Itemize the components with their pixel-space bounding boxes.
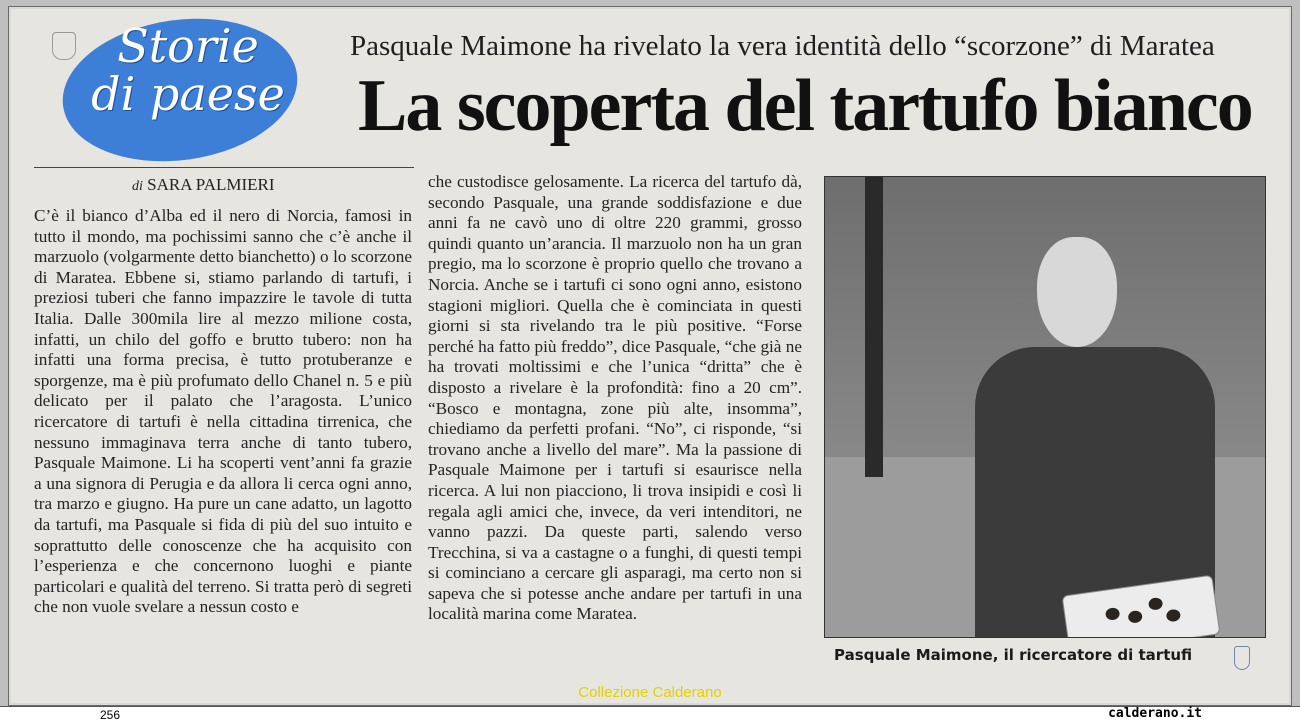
truffle-icon — [1105, 607, 1121, 621]
photo — [824, 176, 1266, 638]
badge-line-1: Storie — [117, 19, 259, 73]
article-column-1 — [34, 206, 412, 618]
kicker: Pasquale Maimone ha rivelato la vera identità dello “scorzone” di Maratea — [350, 30, 1215, 62]
seal-icon — [52, 32, 76, 60]
footer-bar — [0, 706, 1300, 725]
truffle-icon — [1127, 610, 1143, 624]
article-text-1: C’è il bianco d’Alba ed il nero di Norcia, famosi in tutto il mondo, ma pochissimi sanno che c’è anche il marzuolo (volgarmente detto bianchetto) o lo scorzone di Maratea. Ebbene si, stiamo parlando di tartufi, i preziosi tuberi che fanno impazzire le tavole di tutta Italia. Dalle 300mila lire al mezzo milione costa, infatti, un chilo del goffo e brutto tubero: non ha infatti una forma precisa, è tutto protuberanze e sporgenze, ma è più profumato dello Chanel n. 5 e più delicato per il palato che l’aragosta. L’unico ricercatore di tartufi è nella cittadina tirrenica, che nessuno immaginava terra anche di tanto tubero, Pasquale Maimone. Li ha scoperti vent’anni fa grazie a una signora di Perugia e da allora li cerca ogni anno, tra marzo e giugno. Ha pure un cane adatto, un lagotto da tartufi, ma Pasquale si fida di più del suo intuito e soprattutto delle conoscenze che ha acquisito con l’esperienza e che concernono luoghi e piante particolari e qualità del terreno. Si tratta però di segreti che non vuole svelare a nessun costo e — [34, 206, 412, 617]
section-badge-label — [78, 19, 298, 121]
byline-prefix: di — [132, 179, 143, 194]
badge-line-2: di paese — [91, 67, 285, 121]
collection-label: Collezione Calderano — [578, 684, 722, 701]
site-label[interactable]: calderano.it — [1108, 706, 1202, 721]
truffle-icon — [1166, 609, 1182, 623]
photo-person-head — [1037, 237, 1117, 347]
small-seal-icon — [1234, 646, 1250, 670]
byline-rule — [34, 167, 414, 168]
headline: La scoperta del tartufo bianco — [358, 65, 1252, 147]
byline — [132, 175, 275, 195]
page-number: 256 — [100, 708, 121, 722]
photo-caption: Pasquale Maimone, il ricercatore di tartufi — [834, 646, 1193, 664]
article-column-2 — [428, 172, 802, 625]
byline-author: SARA PALMIERI — [147, 175, 275, 194]
photo-lamppost — [865, 177, 883, 477]
photo-person — [975, 237, 1235, 638]
article-text-2: che custodisce gelosamente. La ricerca del tartufo dà, secondo Pasquale, una grande soddisfazione e due anni fa ne cavò uno di oltre 220 grammi, grosso quindi quanto un’arancia. Il marzuolo non ha un gran pregio, ma lo scorzone è proprio quello che trovano a Norcia. Anche se i tartufi ci sono ogni anno, esistono stagioni migliori. Quella che è cominciata in questi giorni si sta rivelando tra le più positive. “Forse perché ha fatto più freddo”, dice Pasquale, “che già ne ha trovati moltissimi e che l’unica “dritta” che è disposto a rivelare è la profondità: fino a 20 cm”. “Bosco e montagna, zone più alte, insomma”, chiediamo da perfetti profani. “No”, ci risponde, “si trovano anche a livello del mare”. Ma la passione di Pasquale Maimone per i tartufi si esaurisce nella ricerca. A lui non piacciono, li trova insipidi e così li regala agli amici che, invece, da veri intenditori, ne vanno pazzi. Da queste parti, salendo verso Trecchina, si va a castagne o a funghi, di questi tempi si cominciano a cercare gli asparagi, ma certo non si sapeva che si potesse anche andare per tartufi in una località marina come Maratea. — [428, 172, 802, 624]
truffle-icon — [1148, 597, 1164, 611]
